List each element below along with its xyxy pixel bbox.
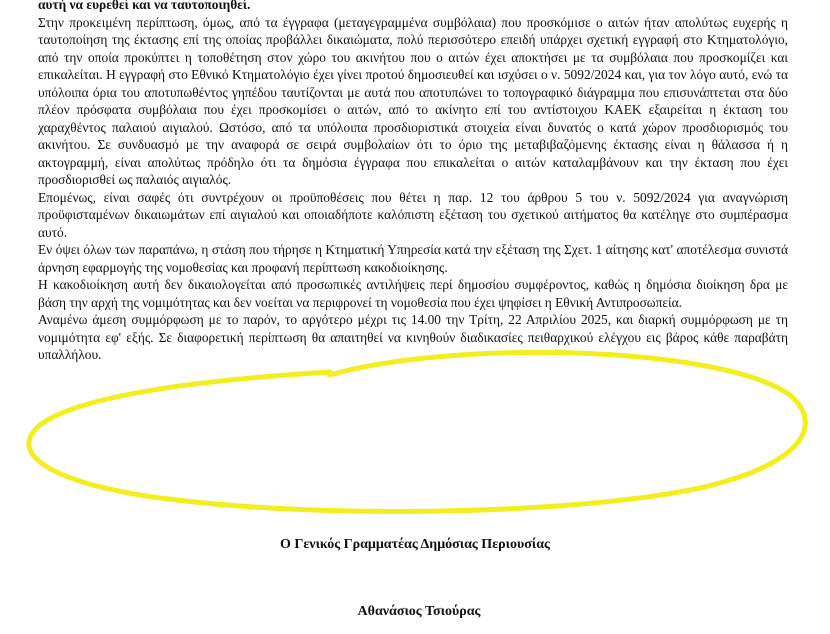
- paragraph-2: Επομένως, είναι σαφές ότι συντρέχουν οι προϋποθέσεις που θέτει η παρ. 12 του άρθρου 5 του ν. 5092/2024 για αναγνώριση προϋφισταμένων δικαιωμάτων επί αιγιαλού και οποιαδήποτε καλόπιστη εξέταση του σχετικού αιτήματος θα κατέληγε στο συμπέρασμα αυτό.: [38, 189, 788, 240]
- highlight-ellipse-stroke: [29, 352, 805, 511]
- paragraph-5: Αναμένω άμεση συμμόρφωση με το παρόν, το αργότερο μέχρι τις 14.00 την Τρίτη, 22 Απριλίου 2025, και διαρκή συμμόρφωση με τη νομιμότητα εφ' εξής. Σε διαφορετική περίπτωση θα απαιτηθεί να κινηθούν διαδικασίες πειθαρχικού ελέγχου εις βάρος κάθε παραβάτη υπαλλήλου.: [38, 312, 788, 362]
- paragraph-4: Η κακοδιοίκηση αυτή δεν δικαιολογείται από προσωπικές αντιλήψεις περί δημοσίου συμφέροντος, καθώς η δημόσια διοίκηση δρα με βάση την αρχή της νομιμότητας και δεν νοείται να περιφρονεί τη νομοθεσία που έχει ψηφίσει η Εθνική Αντιπροσωπεία.: [38, 277, 788, 310]
- paragraph-1: Στην προκειμένη περίπτωση, όμως, από τα έγγραφα (μεταγεγραμμένα συμβόλαια) που προσκόμισε ο αιτών ήταν απολύτως ευχερής η ταυτοποίηση της έκτασης επί της οποίας προβάλλει δικαιώματα, πολύ περισσότερο επειδή υπάρχει σχετική εγγραφή στο Κτηματολόγιο, από την οποία προκύπτει η τοποθέτηση στον χώρο του ακινήτου που ο αιτών έχει αποκτήσει με τα συμβόλαια που προσκομίζει και επικαλείται. Η εγγραφή στο Εθνικό Κτηματολόγιο έχει γίνει προτού δημοσιευθεί και ισχύσει ο ν. 5092/2024 και, για τον λόγο αυτό, ενώ τα υπόλοιπα όρια του αποτυπωθέντος γηπέδου ταυτίζονται με αυτά που αποτυπώνει το τοπογραφικό διάγραμμα που επισυνάπτεται στα δύο πλέον πρόσφατα συμβόλαια που έχει προσκομίσει ο αιτών, από το ακίνητο επί του αντίστοιχου ΚΑΕΚ εξαιρείται η έκταση του χαραχθέντος παλαιού αιγιαλού. Ωστόσο, από τα υπόλοιπα προσδιοριστικά στοιχεία είναι δυνατός ο κατά χώρον προσδιορισμός του ακινήτου. Σε συνδυασμό με την αναφορά σε σειρά συμβολαίων ότι το όριο της μεταβιβαζόμενης έκτασης είναι η θάλασσα ή η ακτογραμμή, είναι απολύτως πρόδηλο ότι τα δημόσια έγγραφα που επικαλείται ο αιτών καταλαμβάνουν και την έκταση που έχει προσδιορισθεί ως παλαιός αιγιαλός.: [38, 14, 788, 187]
- signature-title: Ο Γενικός Γραμματέας Δημόσιας Περιουσίας: [280, 537, 550, 552]
- paragraph-0: αυτή να ευρεθεί και να ταυτοποιηθεί.: [38, 0, 251, 12]
- signature-name: Αθανάσιος Τσιούρας: [357, 604, 481, 619]
- paragraph-3: Εν όψει όλων των παραπάνω, η στάση που τήρησε η Κτηματική Υπηρεσία κατά την εξέταση της Σχετ. 1 αίτησης κατ' αποτέλεσμα συνιστά άρνηση εφαρμογής της νομοθεσίας και προφανή περίπτωση κακοδιοίκησης.: [38, 242, 788, 275]
- document-body: [38, 0, 788, 364]
